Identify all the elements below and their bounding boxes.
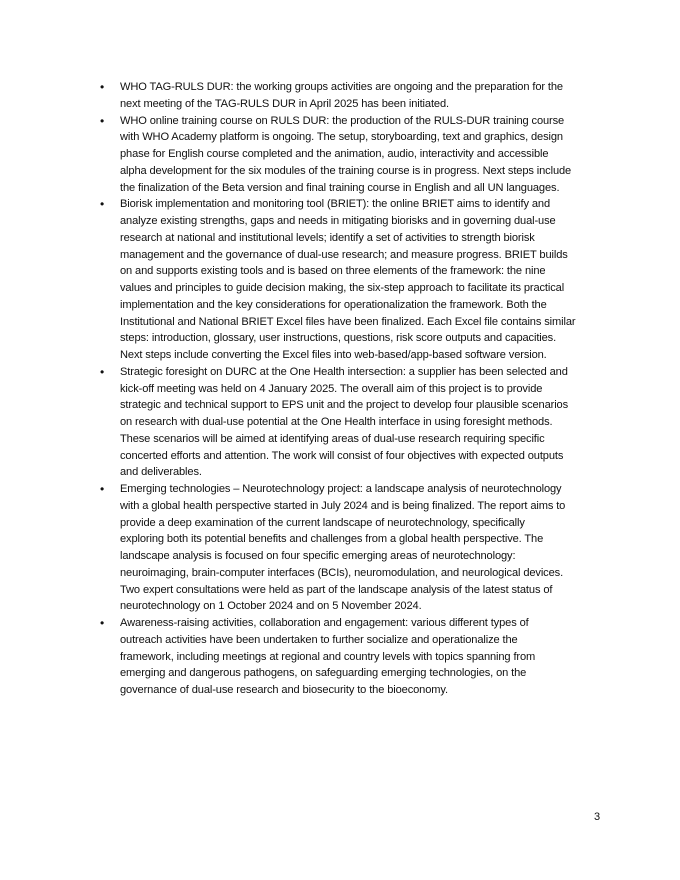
text-line: with WHO Academy platform is ongoing. The setup, storyboarding, text and graphics, design [120,131,563,144]
page-number: 3 [594,811,601,823]
text-line: management and the governance of dual-use research; and measure progress. BRIET builds [120,248,568,261]
bullet-icon: • [100,113,105,128]
text-line: kick-off meeting was held on 4 January 2025. The overall aim of this project is to provide [120,382,543,395]
list-item [0,79,680,113]
list-item [0,196,680,364]
text-line: strategic and technical support to EPS unit and the project to develop four plausible scenarios [120,399,569,412]
text-line: the finalization of the Beta version and final training course in English and all UN languages. [120,181,560,194]
text-line: Biorisk implementation and monitoring tool (BRIET): the online BRIET aims to identify and [120,198,550,211]
list-item-text [120,364,680,481]
bullet-icon: • [100,616,105,630]
text-line: and deliverables. [120,466,202,479]
text-line: steps: introduction, glossary, user instructions, questions, risk score outputs and capacities. [120,332,557,345]
list-item-text [120,481,680,615]
text-line: analyze existing strengths, gaps and needs in mitigating biorisks and in governing dual-use [120,215,556,227]
text-line: Awareness-raising activities, collaboration and engagement: various different types of [120,617,529,629]
text-line: research at national and institutional levels; identify a set of activities to strength biorisk [120,231,535,244]
text-line: framework, including meetings at regional and country levels with topics spanning from [120,650,536,663]
text-line: WHO online training course on RULS DUR: the production of the RULS-DUR training course [120,114,565,127]
text-line: exploring both its potential benefits and challenges from a global health perspective. The [120,533,544,546]
bullet-icon: • [100,80,105,94]
list-item [0,481,680,615]
bullet-icon: • [100,482,105,496]
text-line: outreach activities have been undertaken to further socialize and operationalize the [120,633,518,646]
bullet-list [0,79,680,699]
bullet-icon: • [100,364,105,379]
bullet-icon: • [100,197,105,212]
list-item-text [120,196,680,364]
text-line: Emerging technologies – Neurotechnology project: a landscape analysis of neurotechnology [120,483,562,495]
text-line: Two expert consultations were held as part of the landscape analysis of the latest status of [120,583,553,596]
text-line: phase for English course completed and the animation, audio, interactivity and accessible [120,148,549,160]
text-line: These scenarios will be aimed at identifying areas of dual-use research requiring specific [120,432,545,445]
list-item [0,113,680,197]
text-line: Next steps include converting the Excel files into web-based/app-based software version. [120,349,547,361]
text-line: next meeting of the TAG-RULS DUR in April 2025 has been initiated. [120,97,449,110]
text-line: alpha development for the six modules of the training course is in progress. Next steps include [120,164,572,177]
list-item-text [120,615,680,699]
list-item-text [120,79,680,113]
text-line: implementation and the key considerations for operationalization the framework. Both the [120,298,547,311]
text-line: on research with dual-use potential at the One Health interface in using foresight methods. [120,416,553,428]
list-item [0,615,680,699]
text-line: governance of dual-use research and biosecurity to the bioeconomy. [120,684,448,696]
text-line: on and supports existing tools and is based on three elements of the framework: the nine [120,265,546,278]
text-line: concerted efforts and attention. The work will consist of four objectives with expected outputs [120,449,564,462]
text-line: neuroimaging, brain-computer interfaces (BCIs), neuromodulation, and neurological devices. [120,566,564,579]
text-line: Strategic foresight on DURC at the One Health intersection: a supplier has been selected and [120,365,568,378]
text-line: provide a deep examination of the current landscape of neurotechnology, specifically [120,516,525,529]
text-line: Institutional and National BRIET Excel files have been finalized. Each Excel file contains similar [120,315,576,328]
text-line: landscape analysis is focused on four specific emerging areas of neurotechnology: [120,550,516,562]
text-line: emerging and dangerous pathogens, on safeguarding emerging technologies, on the [120,667,527,680]
list-item [0,364,680,481]
text-line: values and principles to guide decision making, the six-step approach to facilitate its practical [120,282,565,294]
list-item-text [120,113,680,197]
text-line: neurotechnology on 1 October 2024 and on 5 November 2024. [120,600,422,613]
text-line: with a global health perspective started in July 2024 and is being finalized. The report aims to [120,499,566,512]
text-line: WHO TAG-RULS DUR: the working groups activities are ongoing and the preparation for the [120,81,563,93]
